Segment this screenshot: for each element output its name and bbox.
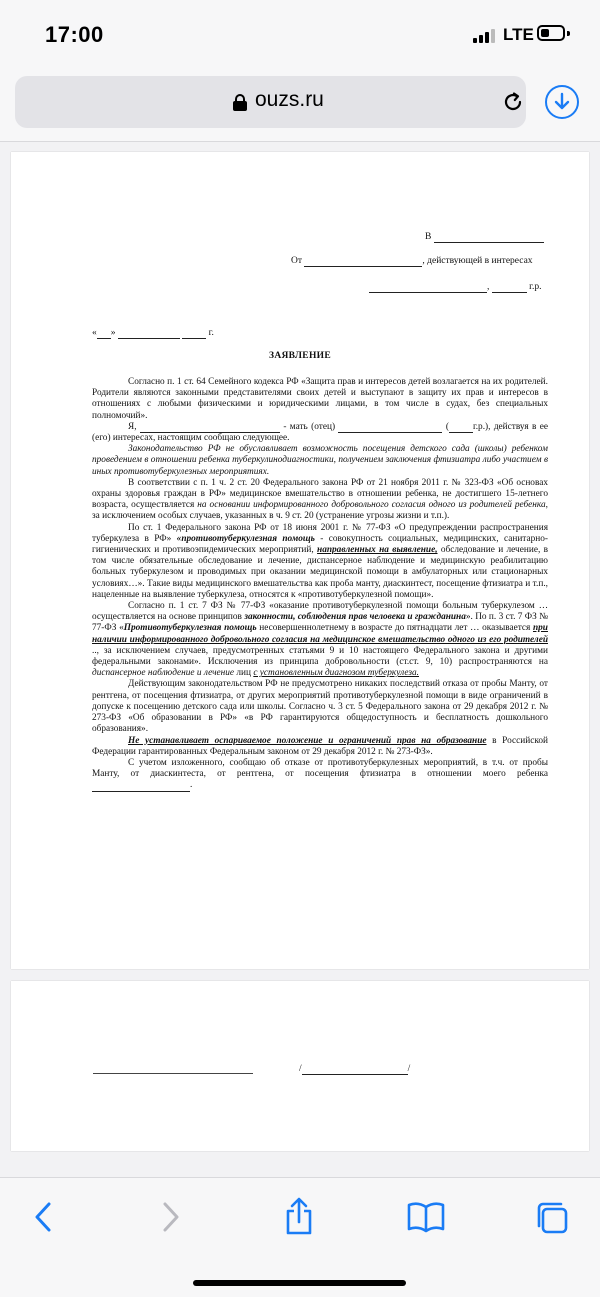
browser-toolbar	[0, 1177, 600, 1297]
sender-line: От , действующей в интересах	[291, 256, 533, 266]
signature-name-line: / /	[299, 1064, 411, 1074]
document-page-1	[11, 152, 589, 969]
download-icon[interactable]	[545, 85, 579, 119]
document-title: ЗАЯВЛЕНИЕ	[269, 351, 331, 361]
reload-icon[interactable]	[501, 90, 525, 114]
paragraph: Я, - мать (отец) ( г.р.), действуя в ее (его) интересах, настоящим сообщаю следующее.	[92, 421, 549, 444]
share-icon[interactable]	[283, 1196, 315, 1236]
paragraph: Согласно п. 1 ст. 7 ФЗ № 77-ФЗ «оказание противотуберкулезной помощи больным туберкулезом … осуществляется на основе принципов законности, соблюдения прав человека и гражданина». По п. 3 ст. 7 ФЗ № 77-ФЗ «Противотуберкулезная помощь несовершеннолетнему в возрасте до пятнадцати лет … оказывается при наличии информированного добровольного согласия на медицинское вмешательство одного из его родителей .., за исключением случаев, предусмотренных статьями 9 и 10 настоящего Федерального закона и другими федеральными законами». Исключения из принципа добровольности (ст.ст. 9, 10) распространяются на диспансерное наблюдение и лечение лиц с установленным диагнозом туберкулеза.	[92, 601, 549, 679]
battery-icon	[537, 25, 565, 41]
paragraph: По ст. 1 Федерального закона РФ от 18 июня 2001 г. № 77-ФЗ «О предупреждении распространения туберкулеза в РФ» «противотуберкулезная помощь - совокупность социальных, медицинских, санитарно-гигиенических и противоэпидемических мероприятий, направленных на выявление, обследование и лечение, в том числе обязательные обследование и лечение, диспансерное наблюдение и медицинскую реабилитацию больных туберкулезом и проводимых при оказании медицинской помощи в амбулаторных или стационарных условиях…». Такие виды медицинского вмешательства как проба манту, диаскинтест, посещение фтизиатра и т.п., нацеленные на выявление туберкулеза, относятся к «противотуберкулезной помощи».	[92, 522, 548, 600]
url-text[interactable]: ouzs.ru	[255, 88, 324, 111]
clock: 17:00	[45, 22, 104, 47]
child-line: , г.р.	[369, 282, 541, 293]
network-type: LTE	[503, 25, 534, 44]
cellular-signal-icon	[473, 27, 497, 43]
address-bar[interactable]	[15, 76, 526, 128]
signature-line	[93, 1073, 253, 1074]
lock-icon	[233, 94, 247, 110]
tabs-icon[interactable]	[534, 1200, 570, 1236]
back-icon[interactable]	[32, 1200, 54, 1234]
paragraph: Законодательство РФ не обуславливает возможность посещения детского сада (школы) ребенком проведением в отношении ребенка туберкулинодиагностики, получением заключения фтизиатра либо участием в иных противотуберкулезных мероприятиях.	[92, 444, 548, 477]
document-page-2	[11, 981, 589, 1151]
status-bar	[0, 0, 600, 70]
paragraph: Согласно п. 1 ст. 64 Семейного кодекса РФ «Защита прав и интересов детей возлагается на их родителей. Родители являются законными представителями своих детей и выступают в защиту их прав и интересов в отношениях с любыми физическими и юридическими лицами, в том числе в судах, без специальных полномочий».	[92, 377, 548, 421]
forward-icon[interactable]	[160, 1200, 182, 1234]
paragraph: Действующим законодательством РФ не предусмотрено никаких последствий отказа от пробы Манту, от рентгена, от посещения фтизиатра, от других мероприятий противотуберкулезной помощи в виде ограничений в допуске к посещению детского сада или школы. Согласно ч. 3 ст. 5 Федерального закона от 29 декабря 2012 г. № 273-ФЗ «Об образовании в РФ» «в РФ гарантируются общедоступность и бесплатность дошкольного образования».	[92, 679, 548, 735]
browser-address-area	[0, 70, 600, 142]
bookmarks-icon[interactable]	[406, 1200, 446, 1234]
date-line: « » г.	[92, 328, 214, 338]
addressee-line: В	[425, 232, 544, 243]
document-body	[92, 377, 548, 792]
paragraph: Не устанавливает оспариваемое положение и ограничений прав на образование в Российской Федерации гарантированных Федеральным законом от 29 декабря 2012 г. № 273-ФЗ».	[92, 735, 548, 757]
home-indicator	[193, 1280, 406, 1286]
paragraph: С учетом изложенного, сообщаю об отказе от противотуберкулезных мероприятий, в т.ч. от пробы Манту, от диаскинтеста, от рентгена, от посещения фтизиатра в отношении моего ребенка .	[92, 757, 548, 791]
battery-tip	[567, 31, 570, 36]
paragraph: В соответствии с п. 1 ч. 2 ст. 20 Федерального закона РФ от 21 ноября 2011 г. № 323-ФЗ «Об основах охраны здоровья граждан в РФ» медицинское вмешательство в отношении ребенка, не достигшего 15-летнего возраста, осуществляется на основании информированного добровольного согласия одного из родителей ребенка, за исключением особых случаев, указанных в ч. 9 ст. 20 (устранение угрозы жизни и т.п.).	[92, 477, 548, 522]
